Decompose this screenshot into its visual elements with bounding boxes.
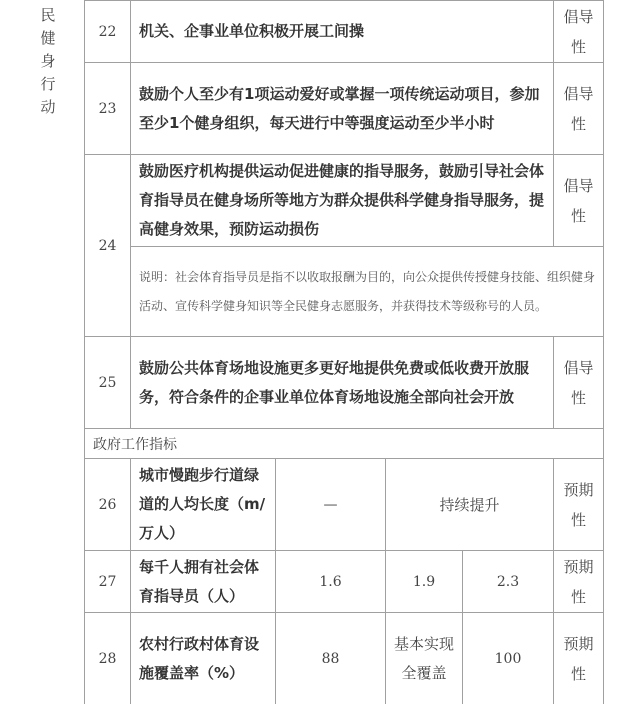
indicator-name: 每千人拥有社会体育指导员（人） [139,557,260,605]
section-label-char: 行 [40,75,56,93]
indicator-base-value: 88 [321,650,340,667]
section-label-char: 健 [40,29,56,47]
row-nature: 倡导性 [563,84,594,133]
section-label-char: 民 [40,6,56,24]
indicator-2030-target: 100 [494,650,522,667]
indicator-nature: 预期性 [563,634,594,683]
row-note: 说明：社会体育指导员是指不以收取报酬为目的，向公众提供传授健身技能、组织健身活动、宣传科学健身知识等全民健身志愿服务，并获得技术等级称号的人员。 [139,269,596,313]
row-text: 鼓励公共体育场地设施更多更好地提供免费或低收费开放服务，符合条件的企事业单位体育场地设施全部向社会开放 [139,358,530,406]
row-number: 22 [98,23,117,40]
indicator-2030-target: 2.3 [496,573,520,590]
indicator-name: 城市慢跑步行道绿道的人均长度（m/万人） [139,466,266,542]
section-label-vertical [36,4,60,119]
row-text: 鼓励个人至少有1项运动爱好或掌握一项传统运动项目，参加至少1个健身组织，每天进行中等强度运动至少半小时 [139,84,540,132]
indicator-2022-target: 1.9 [412,573,436,590]
row-text: 机关、企事业单位积极开展工间操 [139,22,365,40]
row-number: 24 [98,237,117,254]
indicator-number: 26 [98,496,117,513]
indicator-number: 27 [98,573,117,590]
row-number: 25 [98,374,117,391]
indicator-number: 28 [98,650,117,667]
row-text: 鼓励医疗机构提供运动促进健康的指导服务，鼓励引导社会体育指导员在健身场所等地方为群众提供科学健身指导服务，提高健身效果，预防运动损伤 [139,162,545,238]
row-nature: 倡导性 [563,358,594,407]
indicator-name: 农村行政村体育设施覆盖率（%） [139,634,260,682]
indicator-nature: 预期性 [563,480,594,529]
row-number: 23 [98,100,117,117]
row-nature: 倡导性 [563,176,594,225]
gov-indicators-header: 政府工作指标 [93,436,177,453]
section-label-char: 动 [40,98,56,116]
section-label-char: 身 [40,52,56,70]
indicator-target-merged: 持续提升 [439,496,500,514]
indicator-nature: 预期性 [563,557,594,606]
indicator-base-value: — [323,496,338,513]
row-nature: 倡导性 [563,7,594,56]
indicator-base-value: 1.6 [319,573,342,590]
indicator-2022-target: 基本实现全覆盖 [394,634,455,682]
